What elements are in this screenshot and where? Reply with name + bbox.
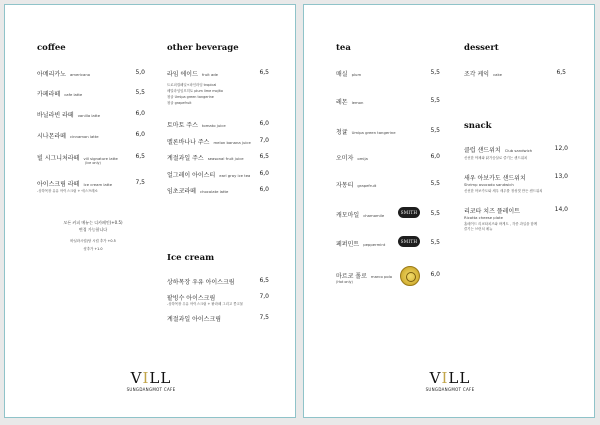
menu-item	[464, 145, 568, 154]
item-name-kr: 청귤	[336, 129, 348, 136]
menu-item	[336, 239, 440, 248]
smith-tea-badge: SMITH	[398, 236, 420, 247]
item-name-en: fruit ade	[201, 72, 219, 77]
item-price: 6,5	[259, 69, 269, 76]
item-name-en: chamomile	[363, 213, 385, 218]
coffee-note: 샷추가 +1.0	[83, 247, 103, 251]
item-price: 6,0	[135, 110, 145, 117]
menu-item	[336, 210, 440, 219]
item-price: 5,5	[430, 180, 440, 187]
item-price: 6,5	[259, 153, 269, 160]
menu-item	[336, 127, 440, 136]
menu-item	[336, 97, 440, 106]
menu-item	[167, 69, 269, 78]
item-price: 6,5	[135, 153, 145, 160]
item-price: 7,0	[259, 293, 269, 300]
menu-item	[167, 153, 269, 162]
menu-item	[464, 69, 566, 78]
item-name-en: Club sandwich	[504, 148, 533, 153]
menu-item	[336, 271, 440, 280]
item-name-en: Shrimp avocado sandwich	[464, 182, 514, 187]
item-note: -상하목장 우유 아이스크림 + 팥라떼 그리고 콩고물	[167, 302, 244, 306]
item-name-kr: 새우 아보카도 샌드위치	[464, 175, 526, 182]
item-name-en: omija	[357, 156, 368, 161]
coffee-section	[37, 43, 145, 263]
item-price: 5,5	[135, 89, 145, 96]
item-name-kr: 토마토 주스	[167, 122, 198, 129]
ice-cream-title: Ice cream	[167, 253, 215, 263]
item-note: 트로피컬페일+파인라임 tropical	[167, 83, 217, 87]
menu-item	[167, 170, 269, 179]
menu-item	[37, 69, 145, 78]
item-name-en: peppermint	[363, 242, 386, 247]
item-name-kr: 조각 케익	[464, 71, 490, 78]
item-price: 5,5	[430, 69, 440, 76]
item-note: 홈메이드 리코타치즈와 바게트 , 각종 과일을 함께	[464, 222, 538, 226]
item-price: 6,0	[430, 271, 440, 278]
cafe-logo	[111, 371, 191, 392]
coffee-title: coffee	[37, 43, 66, 53]
item-name-kr: 상하목장 우유 아이스크림	[167, 279, 235, 286]
item-name-kr: 바닐라빈 라떼	[37, 112, 74, 119]
item-name-en: seasonal fruit juice	[207, 156, 244, 161]
item-note: (Ice only)	[85, 161, 101, 165]
tea-section	[336, 43, 440, 303]
menu-item	[37, 89, 145, 98]
item-note: -상하목장 유유 아이스크림 + 에스프레소	[37, 189, 98, 193]
item-price: 7,5	[259, 314, 269, 321]
menu-item	[37, 179, 145, 188]
item-price: 6,0	[430, 153, 440, 160]
item-name-en: americano	[69, 72, 91, 77]
item-price: 13,0	[554, 173, 568, 180]
item-name-kr: 캐모마일	[336, 212, 360, 219]
item-name-en: plum	[351, 72, 362, 77]
menu-page-right	[303, 4, 595, 418]
item-note: 청귤 Umipa green tangerine	[167, 95, 214, 99]
menu-item	[336, 153, 440, 162]
snack-title: snack	[464, 121, 492, 131]
menu-item	[37, 131, 145, 140]
item-name-kr: 레몬	[336, 99, 348, 106]
item-note: 청귤 grapefruit	[167, 101, 192, 105]
menu-item	[336, 180, 440, 189]
coffee-note: 모든 커피 메뉴는 디카페인(+0.5)	[63, 220, 123, 225]
tea-title: tea	[336, 43, 351, 53]
item-price: 6,0	[135, 131, 145, 138]
item-note: 신선한 아보카도와 새우 새우를 정성껏 만든 샌드위치	[464, 189, 543, 193]
item-name-kr: 계절과일 아이스크림	[167, 316, 222, 323]
item-note: (Hot only)	[336, 280, 353, 284]
item-name-en: cake	[493, 72, 502, 77]
item-name-kr: 빌 시그니처라떼	[37, 155, 80, 162]
menu-item	[464, 173, 568, 182]
logo-text: SUNGDANGMOT CAFE	[126, 387, 176, 392]
item-name-kr: 매실	[336, 71, 348, 78]
menu-item	[167, 186, 269, 195]
item-price: 6,5	[556, 69, 566, 76]
menu-item	[167, 137, 269, 146]
item-note: 신선한 야채와 닭가슴살로 즐기는 샌드위치	[464, 156, 528, 160]
menu-item	[336, 69, 440, 78]
item-name-kr: 아이스크림 라떼	[37, 181, 80, 188]
item-price: 7,0	[259, 137, 269, 144]
menu-page-left	[4, 4, 296, 418]
item-name-kr: 아메리카노	[37, 71, 66, 78]
item-name-kr: 시나몬라떼	[37, 133, 66, 140]
item-name-kr: 임초코라떼	[167, 188, 196, 195]
item-name-en: cinnamon latte	[69, 134, 99, 139]
item-price: 5,5	[430, 239, 440, 246]
logo-text: SUNGDANGMOT CAFE	[425, 387, 475, 392]
item-name-kr: 라임 에이드	[167, 71, 198, 78]
item-name-kr: 팥빙수 아이스크림	[167, 295, 216, 302]
menu-item	[464, 206, 568, 215]
item-name-en: chocolate latte	[199, 189, 229, 194]
item-name-kr: 리코타 치즈 플레이트	[464, 208, 520, 215]
cafe-logo	[410, 371, 490, 392]
other-beverage-title: other beverage	[167, 43, 239, 53]
menu-item	[167, 120, 269, 129]
menu-item	[167, 277, 269, 286]
item-name-kr: 마르코 폴로	[336, 273, 367, 280]
item-name-en: Ricotta cheese plate	[464, 215, 503, 220]
snack-section	[464, 121, 568, 241]
item-price: 6,0	[259, 120, 269, 127]
item-price: 7,5	[135, 179, 145, 186]
item-name-kr: 페퍼민트	[336, 241, 360, 248]
item-name-en: tomato juice	[201, 123, 226, 128]
item-name-en: earl gray ice tea	[219, 173, 251, 178]
item-name-en: vanilla latte	[77, 113, 101, 118]
menu-item	[167, 314, 269, 323]
smith-tea-badge: SMITH	[398, 207, 420, 218]
item-price: 5,0	[135, 69, 145, 76]
item-name-en: melon banana juice	[213, 140, 251, 145]
item-price: 6,0	[259, 186, 269, 193]
item-price: 6,0	[259, 170, 269, 177]
item-name-kr: 계절과일 주스	[167, 155, 204, 162]
item-name-en: cafe latte	[64, 92, 83, 97]
item-name-kr: 자몽티	[336, 182, 354, 189]
menu-item	[37, 110, 145, 119]
item-note: 즐기는 브런치 메뉴	[464, 227, 493, 231]
other-beverage-section	[167, 43, 269, 203]
item-name-kr: 카페라떼	[37, 91, 61, 98]
item-note: 메밀라임임모히토 plum lime mojito	[167, 89, 223, 93]
item-name-kr: 멜론바나나 주스	[167, 139, 210, 146]
item-price: 12,0	[554, 145, 568, 152]
item-name-en: vill signature latte	[83, 156, 118, 161]
item-name-en: grapefruit	[357, 183, 377, 188]
logo-mark: VILL	[130, 369, 172, 387]
item-price: 14,0	[554, 206, 568, 213]
item-name-en: marco polo	[370, 274, 393, 279]
item-price: 5,5	[430, 97, 440, 104]
dessert-section	[464, 43, 566, 93]
marco-polo-tea-seal-icon	[400, 266, 420, 286]
item-name-kr: 얼그레이 아이스티	[167, 172, 216, 179]
item-name-kr: 오미자	[336, 155, 354, 162]
item-price: 5,5	[430, 127, 440, 134]
item-price: 5,5	[430, 210, 440, 217]
ice-cream-section	[167, 253, 269, 333]
item-price: 6,5	[259, 277, 269, 284]
coffee-note: 바닐라시럽(당 시럽 추가 +0.5	[70, 239, 116, 243]
item-name-en: lemon	[351, 100, 364, 105]
coffee-note: 변경 가능합니다	[78, 227, 108, 232]
item-name-en: Ice cream latte	[83, 182, 113, 187]
item-name-kr: 클럽 샌드위치	[464, 147, 501, 154]
logo-mark: VILL	[429, 369, 471, 387]
item-name-en: Umipa green tangerine	[351, 130, 396, 135]
dessert-title: dessert	[464, 43, 499, 53]
